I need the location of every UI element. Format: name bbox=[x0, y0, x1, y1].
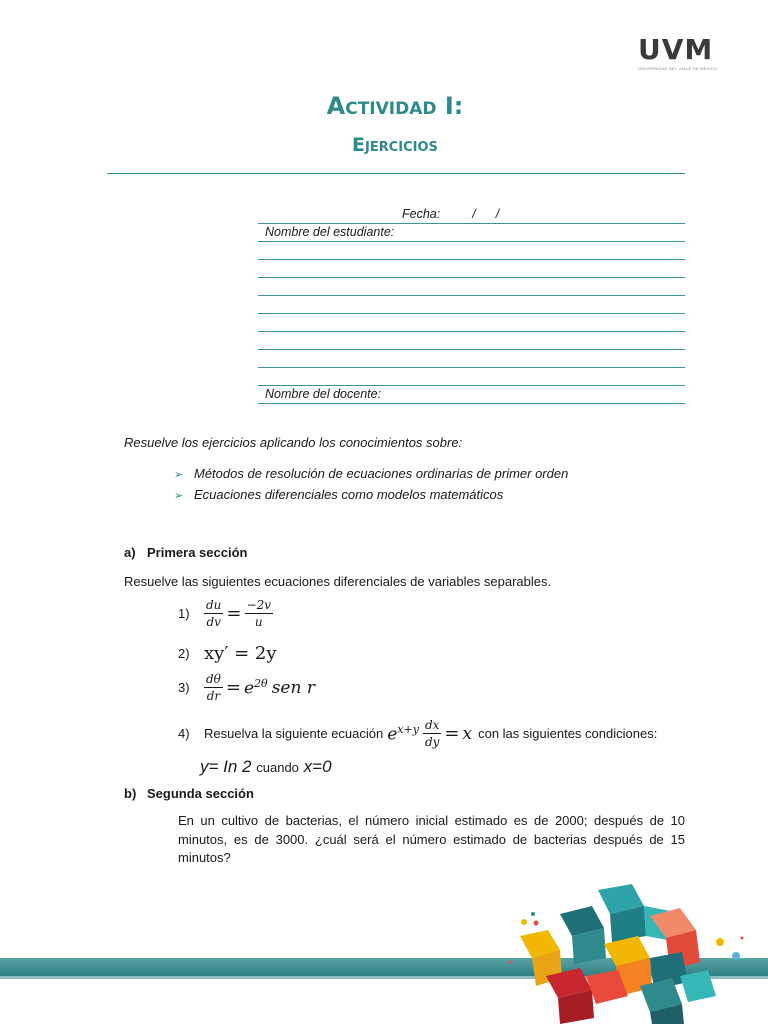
denominator: dv bbox=[206, 615, 221, 629]
uvm-logo bbox=[638, 33, 718, 71]
title-divider bbox=[107, 173, 685, 174]
section-b-heading bbox=[124, 786, 254, 801]
numerator: du bbox=[206, 598, 222, 612]
denominator: dy bbox=[424, 735, 440, 749]
date-slash-1: / bbox=[472, 207, 476, 221]
section-title: Segunda sección bbox=[147, 786, 254, 801]
logo-subtitle: UNIVERSIDAD DEL VALLE DE MÉXICO bbox=[638, 66, 718, 71]
initial-condition bbox=[200, 757, 332, 777]
equation-number: 4) bbox=[178, 726, 190, 741]
condition-part-1: y= In 2 bbox=[200, 757, 252, 776]
arrow-bullet-icon: ➢ bbox=[174, 490, 184, 502]
logo-text: UVM bbox=[638, 33, 714, 66]
teacher-name-label: Nombre del docente: bbox=[265, 387, 382, 401]
bullet-text: Ecuaciones diferenciales como modelos matemáticos bbox=[194, 487, 504, 502]
student-line bbox=[258, 241, 685, 242]
section-label: b) bbox=[124, 786, 137, 801]
equation-expression: xy′ = 2y bbox=[204, 643, 277, 664]
exponential bbox=[387, 723, 419, 745]
equals-sign: = bbox=[444, 723, 460, 744]
blank-line bbox=[258, 349, 685, 350]
section-title: Primera sección bbox=[147, 545, 248, 560]
blank-line bbox=[258, 259, 685, 260]
equation-3 bbox=[178, 672, 315, 703]
denominator: dr bbox=[206, 689, 221, 703]
decorative-cubes-graphic bbox=[500, 878, 768, 1024]
equation-text-after: con las siguientes condiciones: bbox=[478, 726, 658, 741]
numerator: dx bbox=[424, 718, 440, 732]
teacher-line bbox=[258, 403, 685, 404]
date-line bbox=[258, 223, 685, 224]
date-label: Fecha: bbox=[402, 207, 441, 221]
equation-tail: sen r bbox=[271, 677, 315, 698]
equation-2 bbox=[178, 643, 277, 664]
student-name-label: Nombre del estudiante: bbox=[265, 225, 395, 239]
fraction bbox=[245, 598, 273, 629]
equation-4 bbox=[178, 718, 657, 749]
blank-line bbox=[258, 331, 685, 332]
bullet-item bbox=[174, 485, 503, 506]
equation-text-before: Resuelva la siguiente ecuación bbox=[204, 726, 384, 741]
section-b-paragraph: En un cultivo de bacterias, el número inicial estimado es de 2000; después de 10 minutos, es de 3000. ¿cuál será el número estimado de bacterias después de 15 minutos? bbox=[178, 813, 685, 865]
blank-line bbox=[258, 277, 685, 278]
section-a-heading bbox=[124, 545, 247, 560]
activity-title: Actividad I: bbox=[326, 92, 464, 120]
exp-power: x+y bbox=[397, 722, 419, 736]
fraction bbox=[204, 598, 223, 629]
fraction bbox=[204, 672, 223, 703]
section-a-instructions: Resuelve las siguientes ecuaciones diferenciales de variables separables. bbox=[124, 574, 552, 589]
equals-sign: = bbox=[226, 603, 242, 624]
equals-sign: = bbox=[225, 677, 241, 698]
denominator: u bbox=[254, 615, 263, 629]
equation-number: 2) bbox=[178, 646, 190, 661]
blank-line bbox=[258, 367, 685, 368]
condition-part-2: x=0 bbox=[303, 757, 332, 776]
exp-power: 2θ bbox=[254, 676, 268, 690]
date-field bbox=[402, 207, 499, 221]
blank-line bbox=[258, 313, 685, 314]
condition-middle: cuando bbox=[256, 760, 299, 775]
bullet-text: Métodos de resolución de ecuaciones ordinarias de primer orden bbox=[194, 466, 569, 481]
exp-base: e bbox=[244, 678, 255, 699]
equation-number: 1) bbox=[178, 606, 190, 621]
cube-cluster-icon bbox=[509, 884, 744, 1024]
date-slash-2: / bbox=[495, 207, 500, 221]
exponential bbox=[244, 677, 268, 699]
blank-line bbox=[258, 295, 685, 296]
exp-base: e bbox=[387, 724, 398, 745]
numerator: dθ bbox=[206, 672, 221, 686]
bullet-item bbox=[174, 464, 568, 485]
arrow-bullet-icon: ➢ bbox=[174, 469, 184, 481]
intro-text: Resuelve los ejercicios aplicando los conocimientos sobre: bbox=[124, 435, 463, 450]
section-label: a) bbox=[124, 545, 136, 560]
blank-line bbox=[258, 385, 685, 386]
activity-subtitle: Ejercicios bbox=[352, 134, 438, 156]
equation-number: 3) bbox=[178, 680, 190, 695]
equation-1 bbox=[178, 598, 273, 629]
equation-rhs: x bbox=[462, 723, 473, 744]
numerator: −2v bbox=[246, 598, 271, 612]
fraction bbox=[423, 718, 441, 749]
